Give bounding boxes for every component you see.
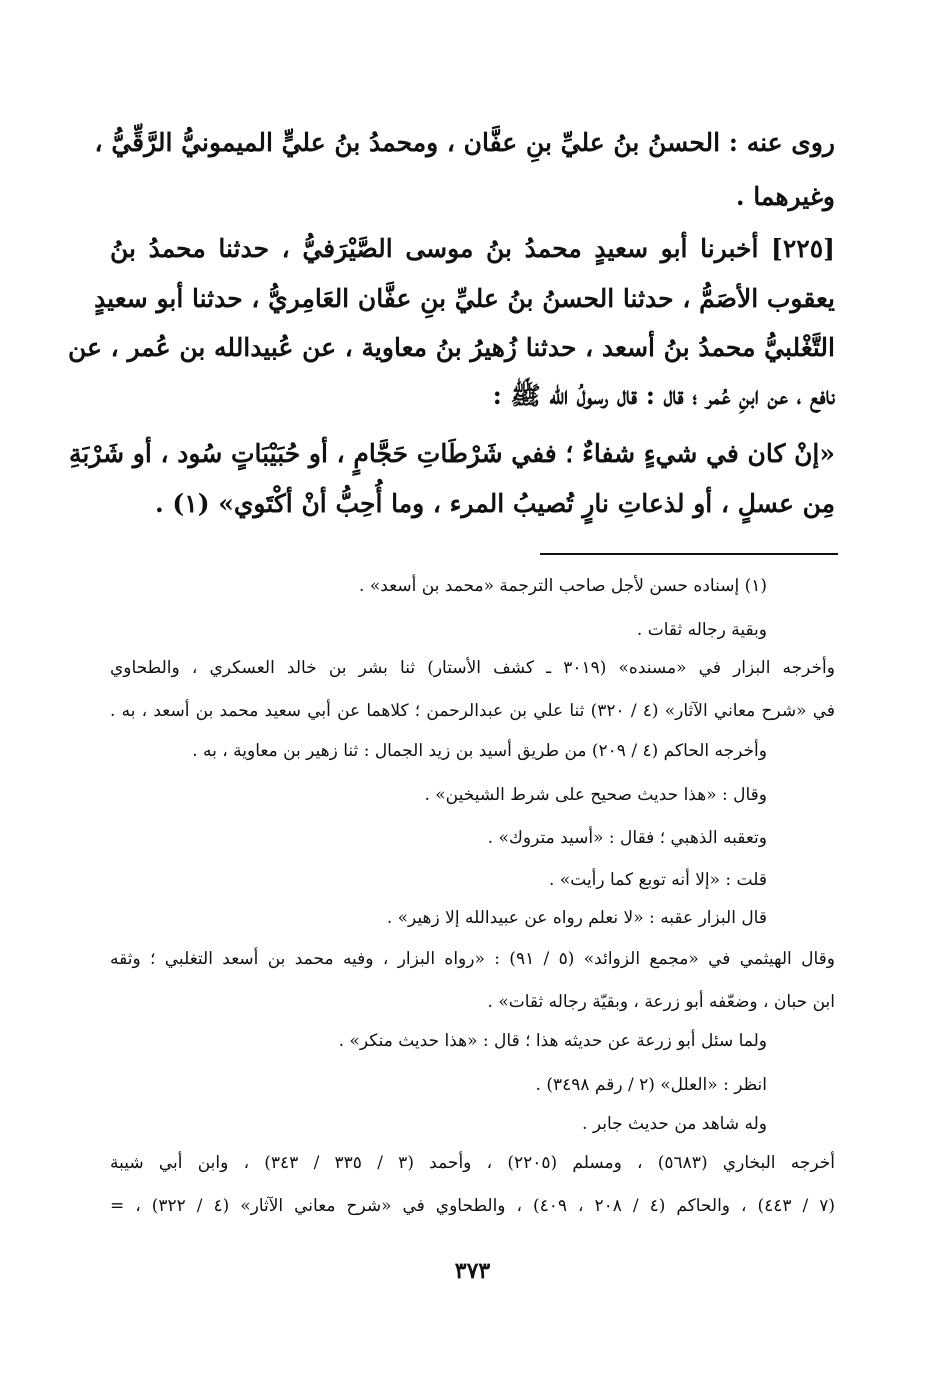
hadith-isnad-line-4: نافع ، عن ابنِ عُمر ؛ قال : قال رسولُ الله ﷺ : xyxy=(492,381,835,410)
footnote-line-11: ابن حبان ، وضعّفه أبو زرعة ، وبقيّة رجاله ثقات» . xyxy=(487,992,835,1012)
hadith-matn-line-1: «إنْ كان في شيءٍ شفاءٌ ؛ ففي شَرْطَاتِ حَجَّامٍ ، أو حُبَيْبَاتٍ سُود ، أو شَرْبَةِ xyxy=(68,439,835,468)
hadith-isnad-line-2: يعقوب الأصَمُّ ، حدثنا الحسنُ بنُ عليِّ بنِ عفَّان العَامِريُّ ، حدثنا أبو سعيدٍ xyxy=(94,284,835,313)
footnote-line-4: في «شرح معاني الآثار» (٤ / ٣٢٠) ثنا علي بن عبدالرحمن ؛ كلاهما عن أبي سعيد محمد بن أسعد ، به . xyxy=(110,701,835,721)
footnote-line-3: وأخرجه البزار في «مسنده» (٣٠١٩ ـ كشف الأستار) ثنا بشر بن خالد العسكري ، والطحاوي xyxy=(110,658,835,678)
footnote-line-6: وقال : «هذا حديث صحيح على شرط الشيخين» . xyxy=(424,785,767,805)
footnote-line-8: قلت : «إلا أنه توبع كما رأيت» . xyxy=(549,870,767,890)
footnote-line-2: وبقية رجاله ثقات . xyxy=(636,620,767,640)
main-text-line-1: روى عنه : الحسنُ بنُ عليِّ بنِ عفَّان ، ومحمدُ بنُ عليٍّ الميمونيُّ الرَّقِّيُّ ، xyxy=(94,128,835,157)
footnote-divider xyxy=(540,553,838,555)
footnote-line-12: ولما سئل أبو زرعة عن حديثه هذا ؛ قال : «هذا حديث منكر» . xyxy=(338,1031,767,1051)
footnote-line-7: وتعقبه الذهبي ؛ فقال : «أسيد متروك» . xyxy=(487,828,767,848)
footnote-line-9: قال البزار عقبه : «لا نعلم رواه عن عبيدالله إلا زهير» . xyxy=(386,908,767,928)
footnote-line-14: وله شاهد من حديث جابر . xyxy=(582,1114,767,1134)
footnote-line-5: وأخرجه الحاكم (٤ / ٢٠٩) من طريق أسيد بن زيد الجمال : ثنا زهير بن معاوية ، به . xyxy=(192,741,767,761)
hadith-matn-line-2: مِن عسلٍ ، أو لذعاتِ نارٍ تُصيبُ المرء ، وما أُحِبُّ أنْ أكْتَوي» (١) . xyxy=(155,489,835,518)
footnote-line-15: أخرجه البخاري (٥٦٨٣) ، ومسلم (٢٢٠٥) ، وأحمد (٣ / ٣٣٥ / ٣٤٣) ، وابن أبي شيبة xyxy=(110,1153,835,1173)
footnote-line-10: وقال الهيثمي في «مجمع الزوائد» (٥ / ٩١) : «رواه البزار ، وفيه محمد بن أسعد التغلبي ؛ وثقه xyxy=(110,949,835,969)
footnote-line-1: (١) إسناده حسن لأجل صاحب الترجمة «محمد بن أسعد» . xyxy=(359,576,767,596)
hadith-isnad-line-3: التَّغْلبيُّ محمدُ بنُ أسعد ، حدثنا زُهيرُ بنُ معاوية ، عن عُبيدالله بن عُمر ، عن xyxy=(68,333,835,362)
page-number: ٣٧٣ xyxy=(454,1258,491,1284)
footnote-line-13: انظر : «العلل» (٢ / رقم ٣٤٩٨) . xyxy=(535,1075,767,1095)
hadith-isnad-line-1: [٢٢٥] أخبرنا أبو سعيدٍ محمدُ بنُ موسى الصَّيْرَفيُّ ، حدثنا محمدُ بنُ xyxy=(110,234,835,263)
main-text-line-2: وغيرهما . xyxy=(735,182,835,211)
footnote-line-16: (٧ / ٤٤٣) ، والحاكم (٤ / ٢٠٨ ، ٤٠٩) ، والطحاوي في «شرح معاني الآثار» (٤ / ٣٢٢) ، = xyxy=(110,1196,835,1216)
